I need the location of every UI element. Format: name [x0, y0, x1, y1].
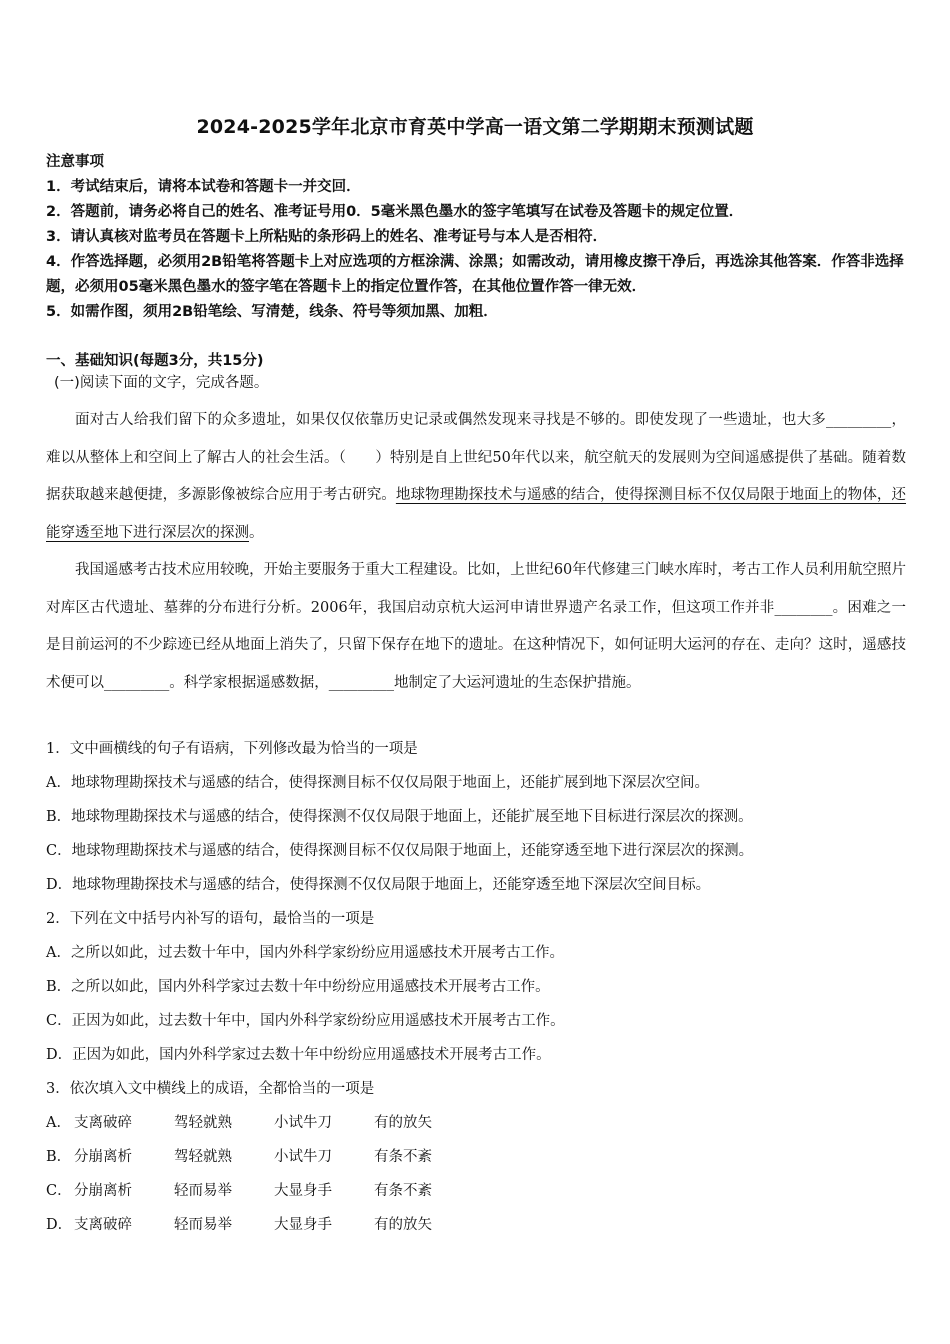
note-item: 3．请认真核对监考员在答题卡上所粘贴的条形码上的姓名、准考证号与本人是否相符．: [46, 229, 608, 245]
question-stem: 1．文中画横线的句子有语病，下列修改最为恰当的一项是: [46, 741, 418, 757]
question-option: B．地球物理勘探技术与遥感的结合，使得探测不仅仅局限于地面上，还能扩展至地下目标进行深层次的探测。: [46, 809, 753, 825]
passage-paragraph-2: 我国遥感考古技术应用较晚，开始主要服务于重大工程建设。比如，上世纪60年代修建三门峡水库时，考古工作人员利用航空照片对库区古代遗址、墓葬的分布进行分析。2006年，我国启动京杭大运河申请世界遗产名录工作，但这项工作并非________。困难之一是目前运河的不少踪迹已经从地面上消失了，只留下保存在地下的遗址。在这种情况下，如何证明大运河的存在、走向？这时，遥感技术便可以_________。科学家根据遥感数据，_________地制定了大运河遗址的生态保护措施。: [46, 562, 906, 691]
passage-text: 面对古人给我们留下的众多遗址，如果仅仅依靠历史记录或偶然发现来寻找是不够的。即使发现了一些遗址，也大多_________，难以从整体上和空间上了解古人的社会生活。（ ）特别是自上世纪50年代以来，航空航天的发展则为空间遥感提供了基础。随着数据获取越来越便捷，多源影像被综合应用于考古研究。: [46, 412, 906, 503]
idiom: 有的放矢: [374, 1115, 432, 1131]
idiom: 有条不紊: [374, 1183, 432, 1199]
notes-block: [46, 150, 916, 325]
question-option: C．地球物理勘探技术与遥感的结合，使得探测目标不仅仅局限于地面上，还能穿透至地下进行深层次的探测。: [46, 843, 754, 859]
question-option: A．之所以如此，过去数十年中，国内外科学家纷纷应用遥感技术开展考古工作。: [46, 945, 564, 961]
question-option: [46, 1208, 916, 1242]
page-title: 2024-2025学年北京市育英中学高一语文第二学期期末预测试题: [196, 116, 754, 138]
idiom: 支离破碎: [74, 1217, 132, 1233]
questions-block: [46, 732, 916, 1242]
question-stem: 2．下列在文中括号内补写的语句，最恰当的一项是: [46, 911, 375, 927]
idiom: 轻而易举: [174, 1217, 232, 1233]
idiom: 分崩离析: [74, 1183, 132, 1199]
option-label: D．: [46, 1217, 73, 1233]
question-option: D．正因为如此，国内外科学家过去数十年中纷纷应用遥感技术开展考古工作。: [46, 1047, 551, 1063]
idiom: 轻而易举: [174, 1183, 232, 1199]
question-stem: 3．依次填入文中横线上的成语，全都恰当的一项是: [46, 1081, 375, 1097]
idiom: 有条不紊: [374, 1149, 432, 1165]
question-option: [46, 1174, 916, 1208]
underlined-sentence: 地球物理勘探技术与遥感的结合，使得探测目标不仅仅局限于地面上的物体，还能穿透至地下进行深层次的探测: [46, 487, 907, 541]
section-subheading: (一)阅读下面的文字，完成各题。: [54, 375, 269, 391]
question-option: D．地球物理勘探技术与遥感的结合，使得探测不仅仅局限于地面上，还能穿透至地下深层次空间目标。: [46, 877, 711, 893]
idiom: 有的放矢: [374, 1217, 432, 1233]
note-item: 2．答题前，请务必将自己的姓名、准考证号用0．5毫米黑色墨水的签字笔填写在试卷及答题卡的规定位置．: [46, 204, 744, 220]
option-label: A．: [46, 1115, 71, 1131]
section-heading: 一、基础知识(每题3分，共15分): [46, 353, 264, 369]
question-option: [46, 1106, 916, 1140]
notes-heading: 注意事项: [46, 154, 104, 170]
question-option: [46, 1140, 916, 1174]
note-item: 5．如需作图，须用2B铅笔绘、写清楚，线条、符号等须加黑、加粗．: [46, 304, 498, 320]
idiom: 支离破碎: [74, 1115, 132, 1131]
idiom: 驾轻就熟: [174, 1149, 232, 1165]
option-label: B．: [46, 1149, 72, 1165]
idiom: 分崩离析: [74, 1149, 132, 1165]
section-header: [46, 350, 916, 394]
idiom: 小试牛刀: [274, 1115, 332, 1131]
idiom: 驾轻就熟: [174, 1115, 232, 1131]
reading-passage: [46, 402, 906, 702]
passage-text: 。: [249, 524, 264, 541]
idiom: 大显身手: [274, 1217, 332, 1233]
idiom: 大显身手: [274, 1183, 332, 1199]
option-label: C．: [46, 1183, 72, 1199]
note-item: 4．作答选择题，必须用2B铅笔将答题卡上对应选项的方框涂满、涂黑；如需改动，请用橡皮擦干净后，再选涂其他答案．作答非选择题，必须用05毫米黑色墨水的签字笔在答题卡上的指定位置作答，在其他位置作答一律无效．: [46, 254, 904, 295]
passage-paragraph-1: [46, 402, 906, 552]
question-option: B．之所以如此，国内外科学家过去数十年中纷纷应用遥感技术开展考古工作。: [46, 979, 550, 995]
idiom: 小试牛刀: [274, 1149, 332, 1165]
question-option: C．正因为如此，过去数十年中，国内外科学家纷纷应用遥感技术开展考古工作。: [46, 1013, 565, 1029]
question-option: A．地球物理勘探技术与遥感的结合，使得探测目标不仅仅局限于地面上，还能扩展到地下深层次空间。: [46, 775, 709, 791]
note-item: 1．考试结束后，请将本试卷和答题卡一并交回．: [46, 179, 361, 195]
